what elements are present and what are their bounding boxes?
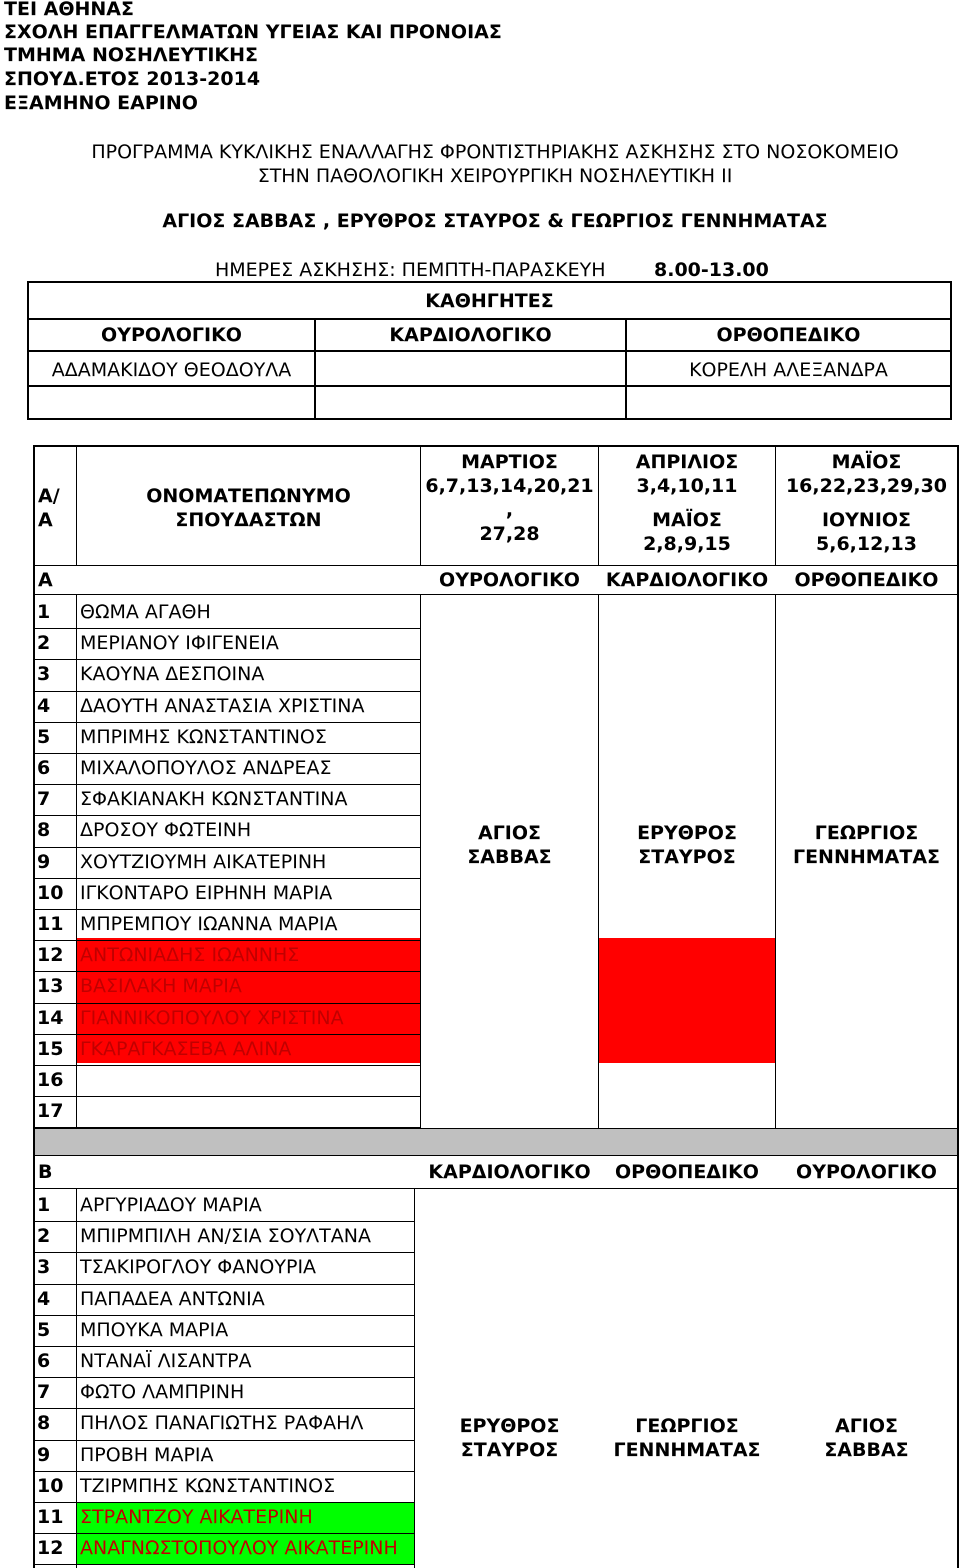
group-a-row-number: 10 [37,881,64,904]
group-b-student-name: ΝΤΑΝΑΪ ΛΙΣΑΝΤΡΑ [80,1350,252,1372]
row-divider [33,1096,421,1097]
group-a-row-number: 8 [37,819,51,842]
row-divider [33,722,421,723]
group-b-row-number: 9 [37,1443,51,1466]
row-divider [33,1440,415,1441]
row-divider [33,815,421,816]
group-a-label: Α [38,569,53,591]
row-divider [33,909,421,910]
group-a-row-number: 14 [37,1006,64,1029]
row-divider [33,1346,415,1347]
row-divider [33,753,421,754]
group-b-row-number: 11 [37,1506,64,1528]
program-title: ΠΡΟΓΡΑΜΜΑ ΚΥΚΛΙΚΗΣ ΕΝΑΛΛΑΓΗΣ ΦΡΟΝΤΙΣΤΗΡΙΑΚΗΣ ΑΣΚΗΣΗΣ ΣΤΟ ΝΟΣΟΚΟΜΕΙΟ [91,141,899,163]
group-a-student-name: ΜΙΧΑΛΟΠΟΥΛΟΣ ΑΝΔΡΕΑΣ [80,757,332,779]
group-a-row-number: 15 [37,1037,64,1060]
header-school: ΣΧΟΛΗ ΕΠΑΓΓΕΛΜΑΤΩΝ ΥΓΕΙΑΣ ΚΑΙ ΠΡΟΝΟΙΑΣ [4,21,502,43]
row-divider [33,1377,415,1378]
row-divider [33,1315,415,1316]
group-a-row-number: 7 [37,788,51,811]
group-a-row-number: 1 [37,601,51,623]
group-b-clinic-2: ΟΡΘΟΠΕΔΙΚΟ [615,1161,759,1183]
group-b-row-number: 7 [37,1381,51,1404]
group-a-hospital-2: ΕΡΥΘΡΟΣ ΣΤΑΥΡΟΣ [637,822,737,868]
group-a-clinic-1: ΟΥΡΟΛΟΓΙΚΟ [439,569,580,591]
group-b-row-number: 3 [37,1256,51,1279]
group-b-row-number: 4 [37,1287,51,1310]
row-divider [33,940,421,941]
row-divider [33,1034,421,1035]
group-a-student-name: ΑΝΤΩΝΙΑΔΗΣ ΙΩΑΝΝΗΣ [80,944,300,967]
group-a-student-name: ΘΩΜΑ ΑΓΑΘΗ [80,601,211,623]
group-b-row-number: 2 [37,1225,51,1248]
col-header-aa: Α/ Α [38,485,60,531]
group-b-clinic-3: ΟΥΡΟΛΟΓΙΚΟ [796,1161,937,1183]
teacher-clinic-cardiology: ΚΑΡΔΙΟΛΟΓΙΚΟ [389,324,552,346]
program-hospitals: ΑΓΙΟΣ ΣΑΒΒΑΣ , ΕΡΥΘΡΟΣ ΣΤΑΥΡΟΣ & ΓΕΩΡΓΙΟΣ ΓΕΝΝΗΜΑΤΑΣ [162,210,828,232]
group-b-student-name: ΦΩΤΟ ΛΑΜΠΡΙΝΗ [80,1381,245,1404]
group-a-row-number: 12 [37,944,64,967]
group-b-hospital-2: ΓΕΩΡΓΙΟΣ ΓΕΝΝΗΜΑΤΑΣ [613,1415,761,1461]
group-a-clinic-3: ΟΡΘΟΠΕΔΙΚΟ [794,569,939,591]
row-divider [33,691,421,692]
group-b-student-name: ΑΝΑΓΝΩΣΤΟΠΟΥΛΟΥ ΑΙΚΑΤΕΡΙΝΗ [80,1537,398,1560]
group-a-student-name: ΓΙΑΝΝΙΚΟΠΟΥΛΟΥ ΧΡΙΣΤΙΝΑ [80,1006,344,1029]
row-divider [33,1221,415,1222]
group-b-student-name: ΣΤΡΑΝΤΖΟΥ ΑΙΚΑΤΕΡΙΝΗ [80,1506,313,1528]
group-a-student-name: ΧΟΥΤΖΙΟΥΜΗ ΑΙΚΑΤΕΡΙΝΗ [80,850,327,873]
group-a-row-number: 16 [37,1069,64,1091]
col-header-period2a: ΑΠΡΙΛΙΟΣ 3,4,10,11 [635,451,739,497]
group-a-row-number: 11 [37,913,64,935]
row-divider [33,1408,415,1409]
group-a-row-number: 2 [37,632,51,655]
group-b-student-name: ΠΑΠΑΔΕΑ ΑΝΤΩΝΙΑ [80,1287,265,1310]
group-b-student-name: ΠΗΛΟΣ ΠΑΝΑΓΙΩΤΗΣ ΡΑΦΑΗΛ [80,1412,364,1435]
col-header-period1: ΜΑΡΤΙΟΣ 6,7,13,14,20,21 , 27,28 [425,451,594,545]
header-academic-year: ΣΠΟΥΔ.ΕΤΟΣ 2013-2014 [4,68,261,90]
teacher-name-urology: ΑΔΑΜΑΚΙΔΟΥ ΘΕΟΔΟΥΛΑ [51,359,292,381]
group-a-row-number: 17 [37,1100,64,1123]
row-divider [33,1502,415,1503]
group-b-row-number: 8 [37,1412,51,1435]
group-separator [34,1128,958,1155]
row-divider [33,659,421,660]
row-divider [33,847,421,848]
row-divider [33,628,421,629]
group-a-row-number: 13 [37,975,64,998]
group-b-row-number: 10 [37,1474,64,1497]
header-department: ΤΜΗΜΑ ΝΟΣΗΛΕΥΤΙΚΗΣ [4,44,259,66]
teacher-clinic-urology: ΟΥΡΟΛΟΓΙΚΟ [101,324,242,346]
row-divider [33,1533,415,1534]
group-a-hospital-3: ΓΕΩΡΓΙΟΣ ΓΕΝΝΗΜΑΤΑΣ [792,822,941,868]
row-divider [33,784,421,785]
group-b-row-number: 1 [37,1194,51,1216]
header-semester: ΕΞΑΜΗΝΟ ΕΑΡΙΝΟ [4,92,198,114]
col-header-name: ΟΝΟΜΑΤΕΠΩΝΥΜΟ ΣΠΟΥΔΑΣΤΩΝ [146,485,351,531]
group-a-student-name: ΚΑΟΥΝΑ ΔΕΣΠΟΙΝΑ [80,663,265,686]
row-divider [33,1564,415,1565]
group-a-row-number: 4 [37,694,51,717]
row-divider [33,1284,415,1285]
group-a-student-name: ΒΑΣΙΛΑΚΗ ΜΑΡΙΑ [80,975,242,998]
group-b-student-name: ΠΡΟΒΗ ΜΑΡΙΑ [80,1443,214,1466]
row-divider [33,1127,421,1128]
group-b-student-name: ΜΠΙΡΜΠΙΛΗ ΑΝ/ΣΙΑ ΣΟΥΛΤΑΝΑ [80,1225,371,1248]
group-a-clinic-2: ΚΑΡΔΙΟΛΟΓΙΚΟ [605,569,769,591]
practice-days: ΗΜΕΡΕΣ ΑΣΚΗΣΗΣ: ΠΕΜΠΤΗ-ΠΑΡΑΣΚΕΥΗ [215,259,606,281]
group-b-hospital-1: ΕΡΥΘΡΟΣ ΣΤΑΥΡΟΣ [459,1415,560,1461]
group-b-row-number: 6 [37,1350,51,1372]
group-a-row-number: 9 [37,850,51,873]
group-a-student-name: ΔΡΟΣΟΥ ΦΩΤΕΙΝΗ [80,819,252,842]
col-header-period3a: ΜΑΪΟΣ 16,22,23,29,30 [785,451,948,497]
program-subtitle: ΣΤΗΝ ΠΑΘΟΛΟΓΙΚΗ ΧΕΙΡΟΥΡΓΙΚΗ ΝΟΣΗΛΕΥΤΙΚΗ ΙΙ [257,165,733,187]
practice-hours: 8.00-13.00 [654,259,769,281]
header-institution: ΤΕΙ ΑΘΗΝΑΣ [4,0,134,20]
teachers-title: ΚΑΘΗΓΗΤΕΣ [425,290,554,312]
row-divider [33,1252,415,1253]
group-a-student-name: ΔΑΟΥΤΗ ΑΝΑΣΤΑΣΙΑ ΧΡΙΣΤΙΝΑ [80,694,365,717]
group-b-hospital-3: ΑΓΙΟΣ ΣΑΒΒΑΣ [824,1415,909,1461]
row-divider [33,878,421,879]
group-b-student-name: ΑΡΓΥΡΙΑΔΟΥ ΜΑΡΙΑ [80,1194,262,1216]
group-a-row-number: 5 [37,725,51,748]
group-b-label: Β [38,1161,53,1183]
highlight-red-cardiology [599,938,775,1063]
group-a-row-number: 3 [37,663,51,686]
group-a-student-name: ΙΓΚΟΝΤΑΡΟ ΕΙΡΗΝΗ ΜΑΡΙΑ [80,881,333,904]
group-b-student-name: ΤΣΑΚΙΡΟΓΛΟΥ ΦΑΝΟΥΡΙΑ [80,1256,317,1279]
group-a-hospital-1: ΑΓΙΟΣ ΣΑΒΒΑΣ [467,822,552,868]
group-a-student-name: ΓΚΑΡΑΓΚΑΣΕΒΑ ΑΛΙΝΑ [80,1037,292,1060]
group-b-student-name: ΤΖΙΡΜΠΗΣ ΚΩΝΣΤΑΝΤΙΝΟΣ [80,1474,336,1497]
row-divider [33,1065,421,1066]
row-divider [33,1471,415,1472]
group-a-student-name: ΜΕΡΙΑΝΟΥ ΙΦΙΓΕΝΕΙΑ [80,632,279,655]
col-header-period2b: ΜΑΪΟΣ 2,8,9,15 [643,509,731,555]
group-a-student-name: ΜΠΡΙΜΗΣ ΚΩΝΣΤΑΝΤΙΝΟΣ [80,725,327,748]
group-a-row-number: 6 [37,757,51,779]
group-b-student-name: ΜΠΟΥΚΑ ΜΑΡΙΑ [80,1318,229,1341]
row-divider [33,971,421,972]
group-b-row-number: 12 [37,1537,64,1560]
group-a-student-name: ΜΠΡΕΜΠΟΥ ΙΩΑΝΝΑ ΜΑΡΙΑ [80,913,338,935]
teacher-clinic-orthopedic: ΟΡΘΟΠΕΔΙΚΟ [716,324,861,346]
group-b-row-number: 5 [37,1318,51,1341]
row-divider [33,1003,421,1004]
teacher-name-orthopedic: ΚΟΡΕΛΗ ΑΛΕΞΑΝΔΡΑ [689,359,888,381]
group-b-clinic-1: ΚΑΡΔΙΟΛΟΓΙΚΟ [428,1161,591,1183]
group-a-student-name: ΣΦΑΚΙΑΝΑΚΗ ΚΩΝΣΤΑΝΤΙΝΑ [80,788,348,811]
col-header-period3b: ΙΟΥΝΙΟΣ 5,6,12,13 [816,509,917,555]
